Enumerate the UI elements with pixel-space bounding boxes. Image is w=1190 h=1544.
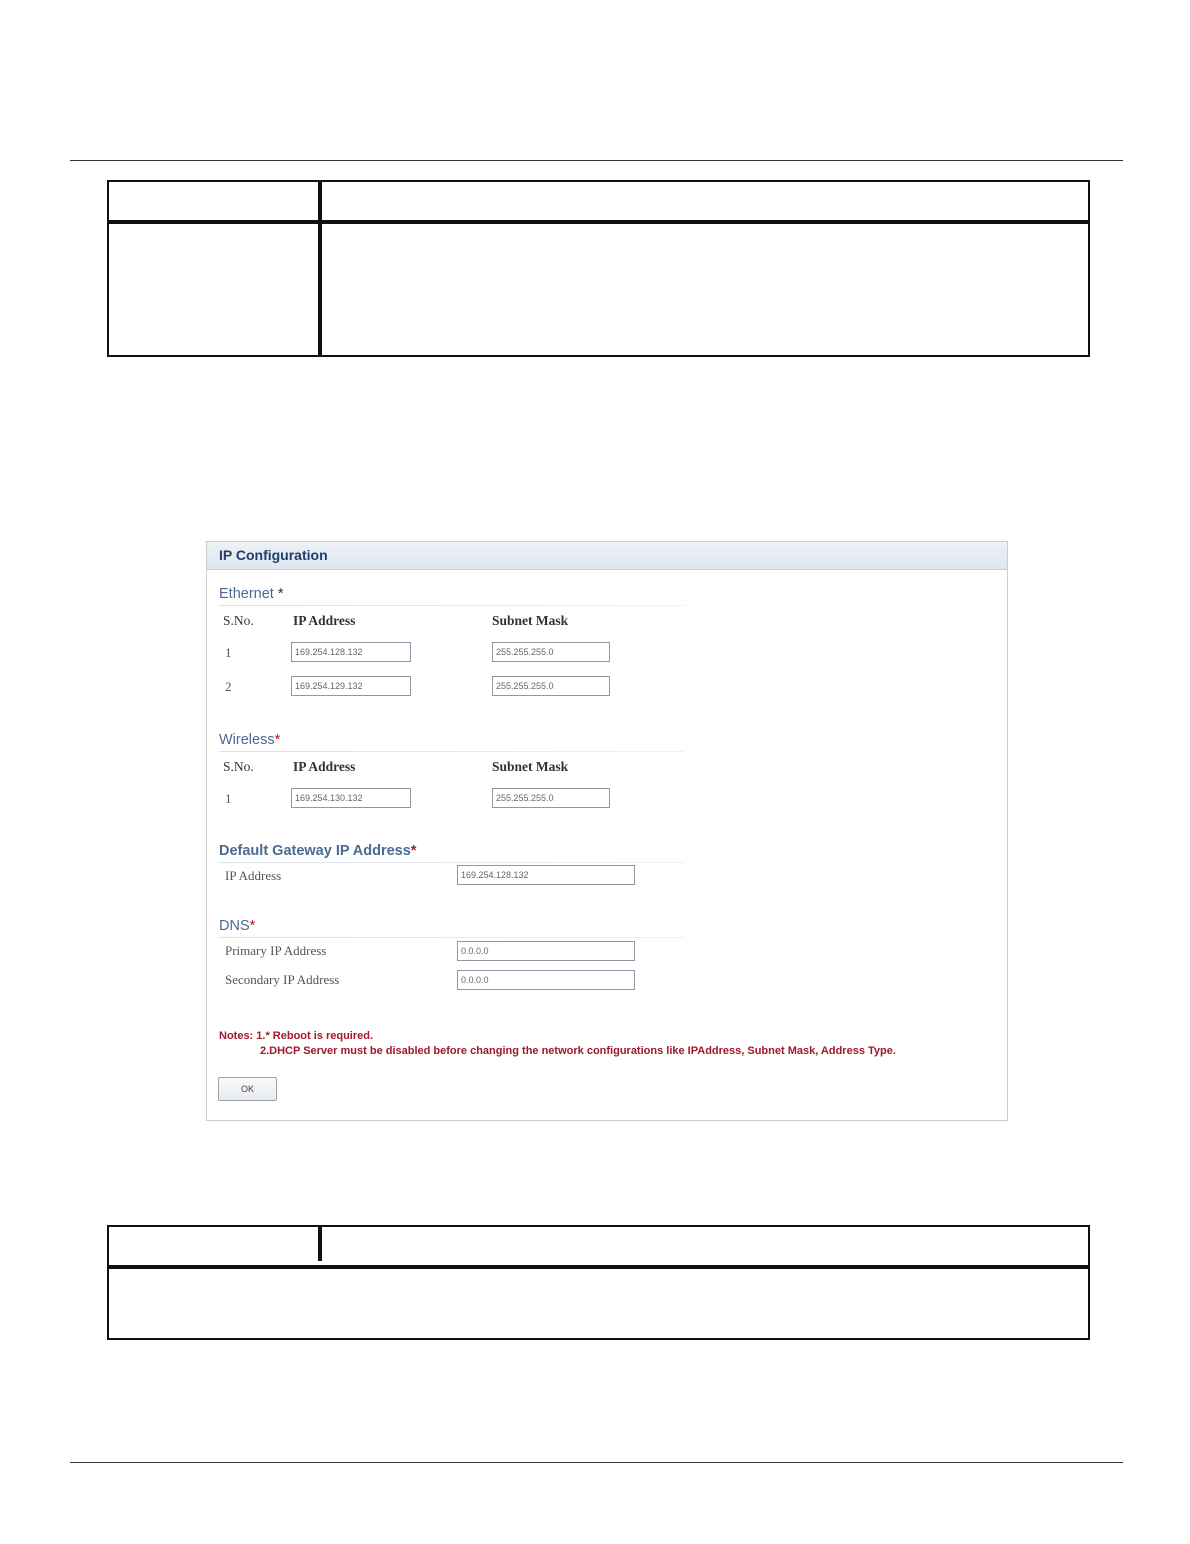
gateway-label: IP Address (225, 868, 282, 883)
dns-underline (219, 937, 684, 938)
wireless-row-1-sno: 1 (225, 791, 232, 806)
wireless-section-title (219, 732, 280, 748)
dns-title: DNS (219, 918, 250, 934)
ethernet-row-1-ip-input[interactable] (291, 642, 411, 662)
dns-required-mark: * (249, 918, 256, 934)
wireless-header-sno: S.No. (223, 759, 254, 774)
doc-table-bottom-header (109, 1227, 1088, 1269)
ethernet-title: Ethernet (219, 586, 274, 602)
ethernet-row-1-sno: 1 (225, 645, 232, 660)
ethernet-row-2-sno: 2 (225, 679, 232, 694)
panel-title: IP Configuration (207, 542, 1007, 570)
wireless-row-1-mask-input[interactable] (492, 788, 610, 808)
wireless-header-ip: IP Address (293, 759, 356, 774)
ok-button[interactable]: OK (218, 1077, 277, 1101)
ethernet-row-2-ip-input[interactable] (291, 676, 411, 696)
gateway-required-mark: * (410, 843, 417, 859)
wireless-title: Wireless (219, 732, 275, 748)
wireless-required-mark: * (274, 732, 281, 748)
ethernet-header-ip: IP Address (293, 613, 356, 628)
wireless-header-mask: Subnet Mask (492, 759, 569, 774)
doc-table-top (107, 180, 1090, 357)
dns-primary-input[interactable] (457, 941, 635, 961)
gateway-title: Default Gateway IP Address (219, 843, 411, 859)
wireless-row-1-ip-input[interactable] (291, 788, 411, 808)
ethernet-header-mask: Subnet Mask (492, 613, 569, 628)
ethernet-underline (219, 605, 684, 606)
wireless-underline (219, 751, 684, 752)
dns-secondary-input[interactable] (457, 970, 635, 990)
dns-secondary-label: Secondary IP Address (225, 972, 340, 987)
dns-section-title (219, 918, 255, 934)
ethernet-row-1-mask-input[interactable] (492, 642, 610, 662)
gateway-section-title (219, 843, 416, 859)
ethernet-required-mark: * (277, 586, 284, 602)
notes-line-2: 2.DHCP Server must be disabled before changing the network configurations like IPAddress, Subnet Mask, Address Type. (260, 1045, 896, 1057)
ip-configuration-panel (206, 541, 1008, 1121)
doc-table-bottom-divider (318, 1227, 322, 1261)
doc-table-top-header (109, 182, 1088, 224)
doc-table-top-divider (318, 182, 322, 355)
ethernet-header-sno: S.No. (223, 613, 254, 628)
top-rule (70, 160, 1123, 161)
ethernet-section-title (219, 586, 284, 602)
notes-line-1: Notes: 1.* Reboot is required. (219, 1030, 374, 1042)
dns-primary-label: Primary IP Address (225, 943, 327, 958)
bottom-rule (70, 1462, 1123, 1463)
gateway-ip-input[interactable] (457, 865, 635, 885)
doc-table-bottom (107, 1225, 1090, 1340)
gateway-underline (219, 862, 684, 863)
ethernet-row-2-mask-input[interactable] (492, 676, 610, 696)
